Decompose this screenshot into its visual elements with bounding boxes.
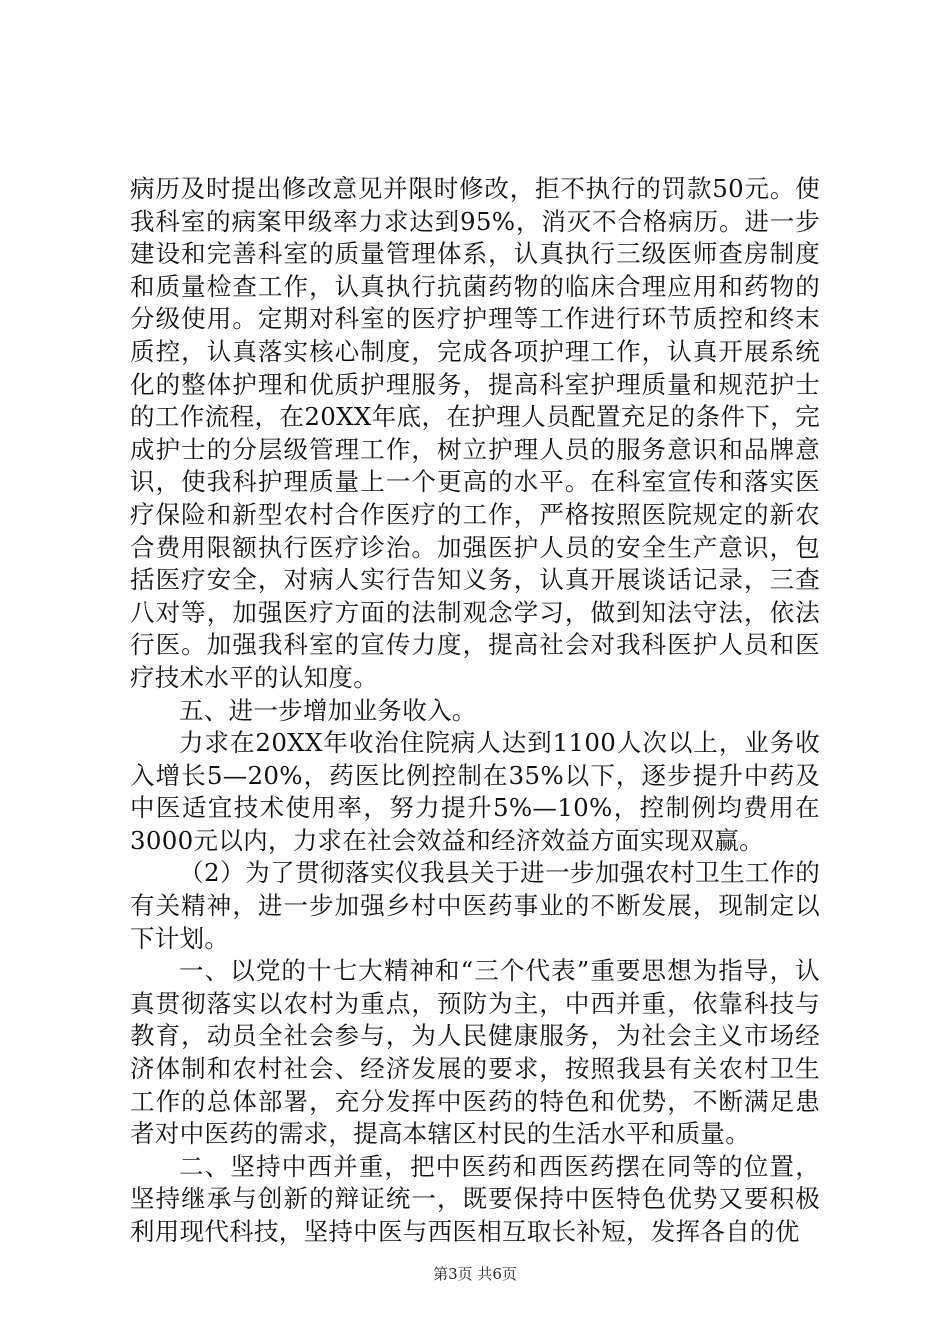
paragraph-section-five-heading: 五、进一步增加业务收入。 [179, 695, 477, 725]
paragraph-item-one: 一、以党的十七大精神和“三个代表”重要思想为指导，认真贯彻落实以农村为重点，预防为主，中西并重，依靠科技与教育，动员全社会参与，为人民健康服务，为社会主义市场经济体制和农村社会、经济发展的要求，按照我县有关农村卫生工作的总体部署，充分发挥中医药的特色和优势，不断满足患者对中医药的需求，提高本辖区村民的生活水平和质量。 [130, 956, 820, 1149]
paragraph-item-two: 二、坚持中西并重，把中医药和西医药摆在同等的位置，坚持继承与创新的辩证统一，既要保持中医特色优势又要积极利用现代科技，坚持中医与西医相互取长补短，发挥各自的优 [130, 1151, 820, 1246]
paragraph-continuation: 病历及时提出修改意见并限时修改，拒不执行的罚款50元。使我科室的病案甲级率力求达到95%，消灭不合格病历。进一步建设和完善科室的质量管理体系，认真执行三级医师查房制度和质量检查工作，认真执行抗菌药物的临床合理应用和药物的分级使用。定期对科室的医疗护理等工作进行环节质控和终末质控，认真落实核心制度，完成各项护理工作，认真开展系统化的整体护理和优质护理服务，提高科室护理质量和规范护士的工作流程，在20XX年底，在护理人员配置充足的条件下，完成护士的分层级管理工作，树立护理人员的服务意识和品牌意识，使我科护理质量上一个更高的水平。在科室宣传和落实医疗保险和新型农村合作医疗的工作，严格按照医院规定的新农合费用限额执行医疗诊治。加强医护人员的安全生产意识，包括医疗安全，对病人实行告知义务，认真开展谈话记录，三查八对等，加强医疗方面的法制观念学习，做到知法守法，依法行医。加强我科室的宣传力度，提高社会对我科医护人员和医疗技术水平的认知度。 [130, 174, 820, 692]
document-body [130, 173, 820, 1249]
paragraph-income-target: 力求在20XX年收治住院病人达到1100人次以上，业务收入增长5—20%，药医比例控制在35%以下，逐步提升中药及中医适宜技术使用率，努力提升5%—10%，控制例均费用在3000元以内，力求在社会效益和经济效益方面实现双赢。 [130, 728, 820, 855]
paragraph-plan-intro: （2）为了贯彻落实仪我县关于进一步加强农村卫生工作的有关精神，进一步加强乡村中医药事业的不断发展，现制定以下计划。 [130, 858, 820, 953]
page-footer: 第3页 共6页 [433, 1265, 517, 1283]
